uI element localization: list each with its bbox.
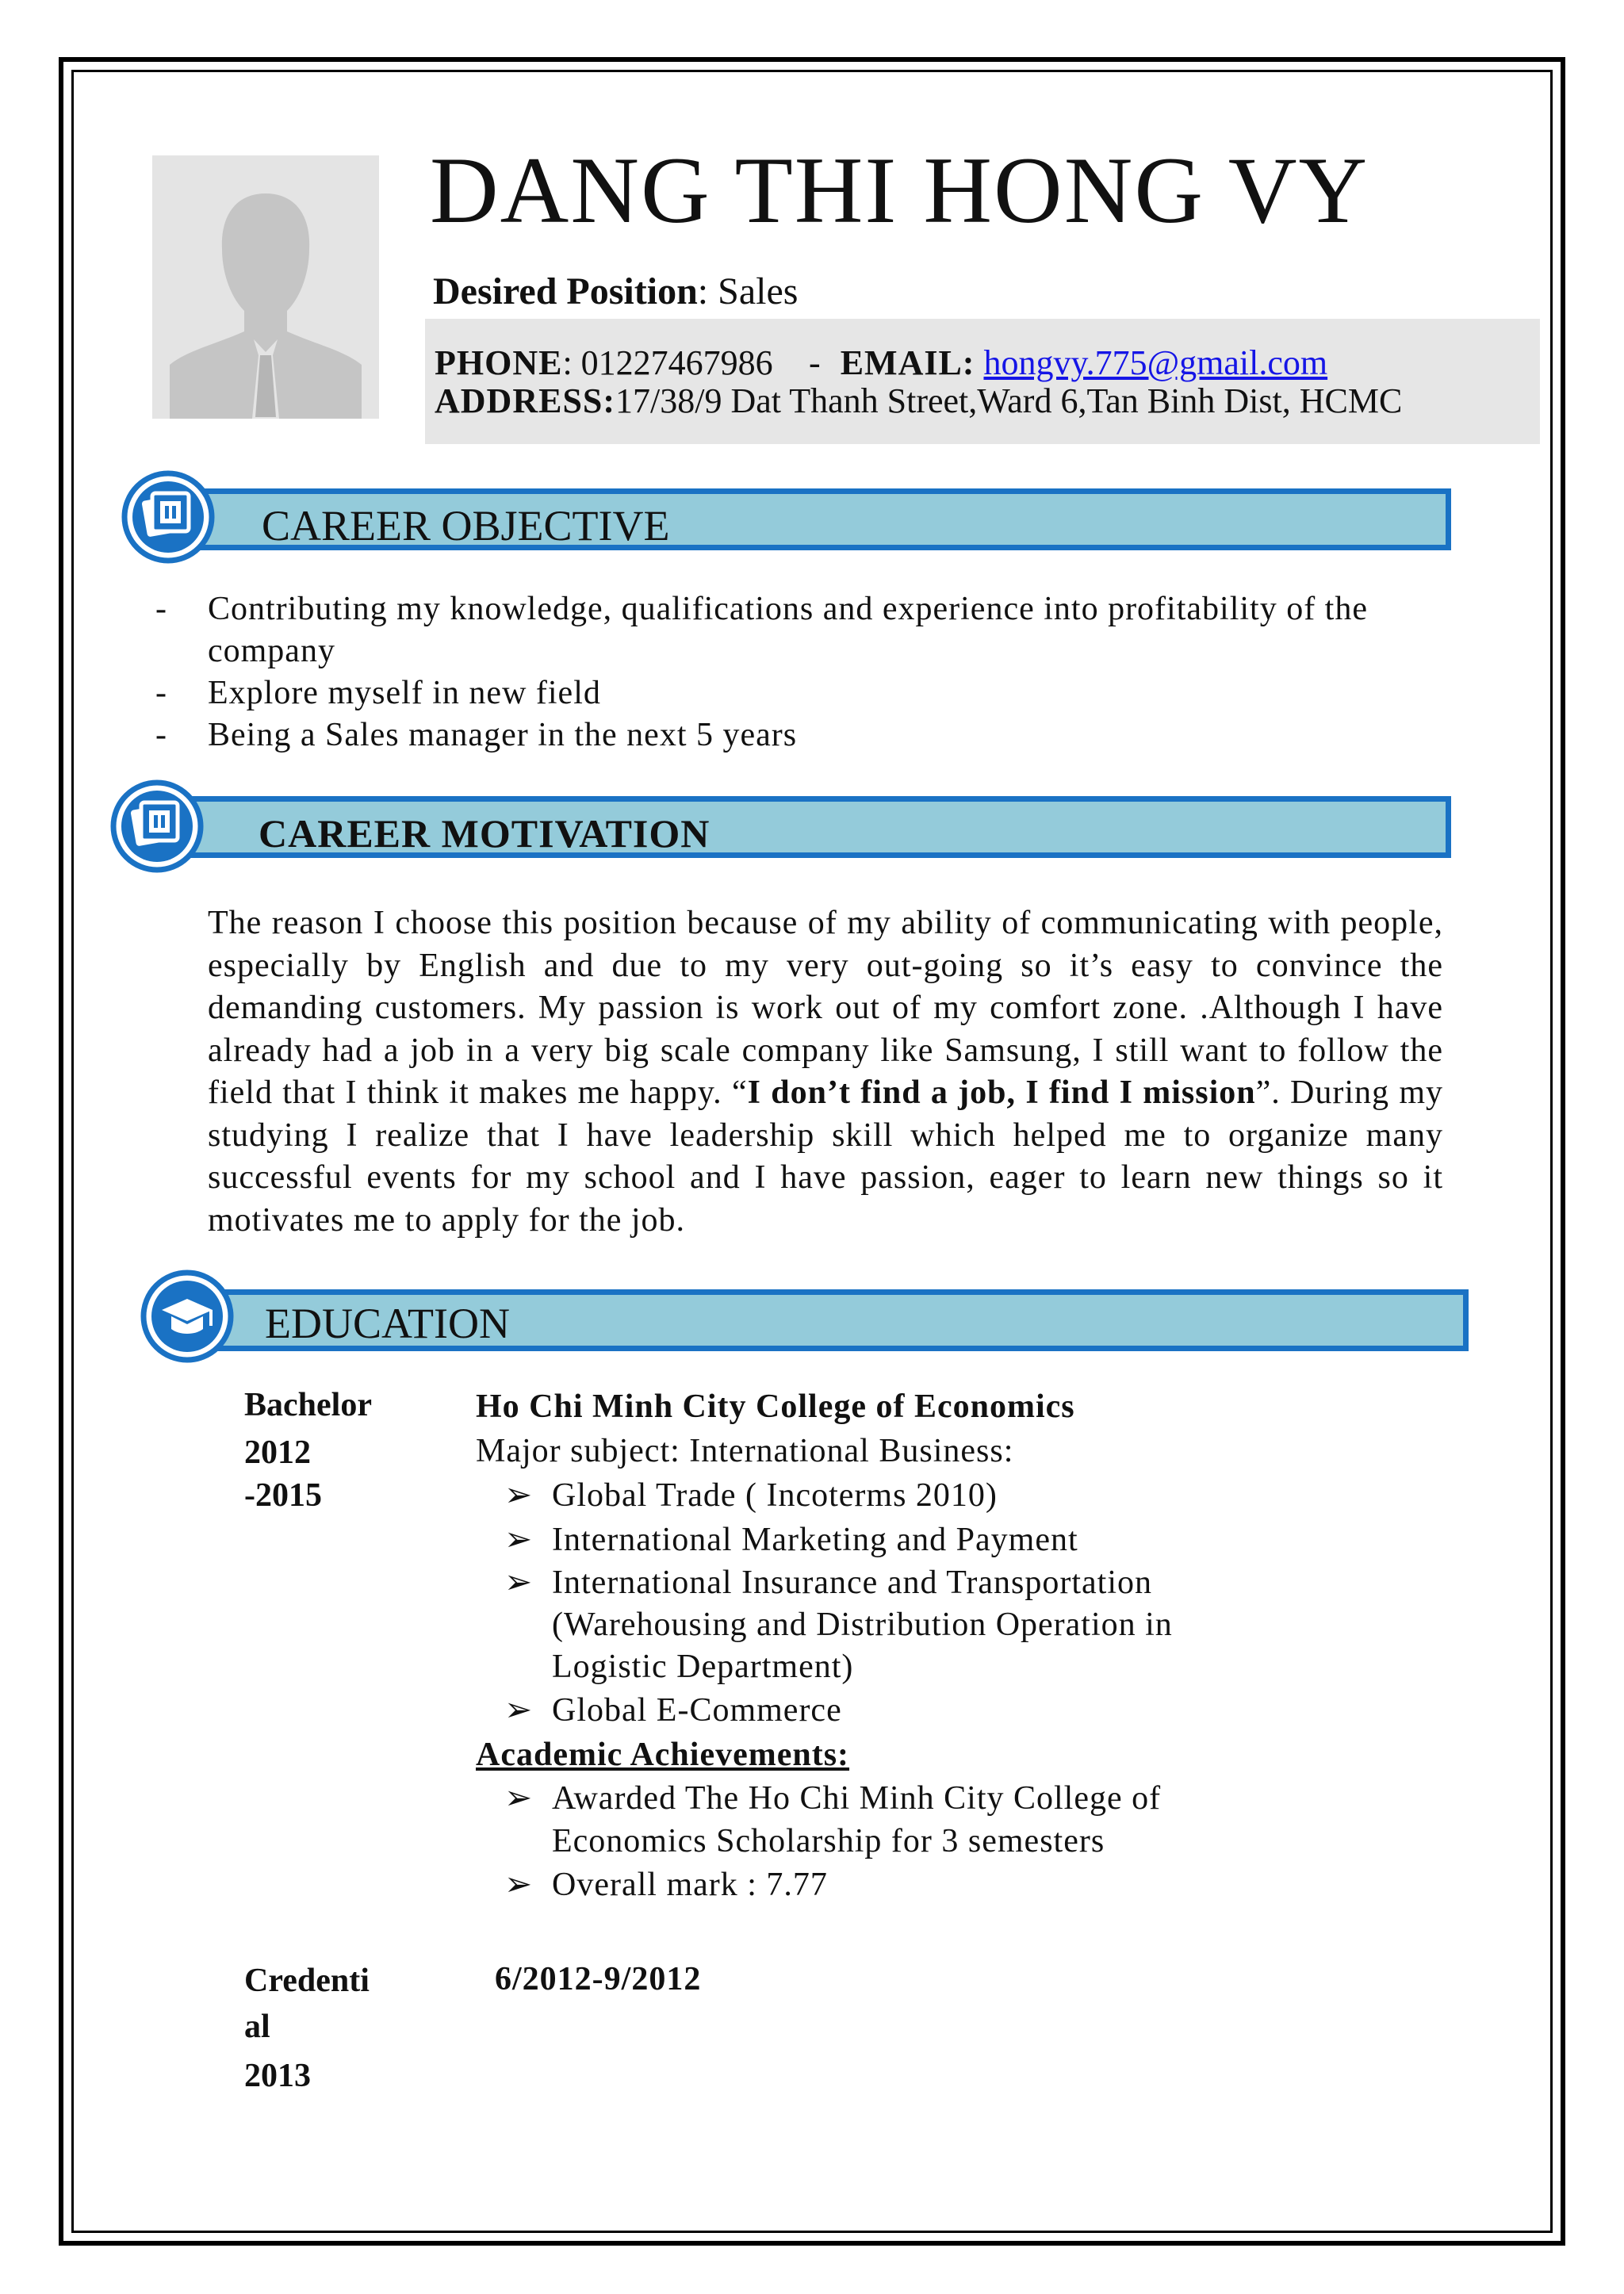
list-item: - Being a Sales manager in the next 5 years — [155, 717, 798, 753]
profile-photo-placeholder — [152, 155, 379, 419]
education-details — [476, 1384, 1459, 1907]
academic-achievements-title: Academic Achievements: — [476, 1737, 850, 1773]
separator: - — [809, 343, 821, 382]
address-label: ADDRESS: — [435, 381, 616, 420]
list-item: ➢ International Marketing and Payment — [476, 1518, 1459, 1562]
career-objective-heading: CAREER OBJECTIVE — [262, 502, 670, 550]
arrow-bullet-icon: ➢ — [504, 1522, 534, 1558]
list-item: ➢ Global Trade ( Incoterms 2010) — [476, 1473, 1459, 1518]
list-item: ➢ Global E-Commerce — [476, 1688, 1459, 1733]
contact-box — [425, 319, 1540, 444]
degree-years-end: -2015 — [244, 1477, 322, 1514]
list-item: ➢ Overall mark : 7.77 — [476, 1863, 1459, 1907]
credential-label-part1: Credenti — [244, 1963, 370, 1999]
desired-position — [433, 270, 798, 313]
email-link[interactable]: hongvy.775@gmail.com — [983, 343, 1328, 382]
desired-position-label: Desired Position — [433, 270, 698, 312]
career-motivation-text: The reason I choose this position because of my ability of communicating with people, especially by English and due to my very out-going so it’s easy to convince the demanding customers. My passion is work out of my comfort zone. .Although I have already had a job in a very big scale company like Samsung, I still want to follow the field that I think it makes me happy. “I don’t find a job, I find I mission”. During my studying I realize that I have leadership skill which helped me to organize many successful events for my school and I have passion, eager to learn new things so it motivates me to apply for the job. — [208, 905, 1444, 1239]
arrow-bullet-icon: ➢ — [504, 1564, 534, 1601]
arrow-bullet-icon: ➢ — [504, 1477, 534, 1514]
list-item: ➢ Awarded The Ho Chi Minh City College of Economics Scholarship for 3 semesters — [476, 1777, 1459, 1863]
education-heading: EDUCATION — [265, 1300, 510, 1347]
address-value: 17/38/9 Dat Thanh Street,Ward 6,Tan Binh Dist, HCMC — [615, 381, 1403, 420]
school-name: Ho Chi Minh City College of Economics — [476, 1388, 1075, 1425]
list-item: ➢ International Insurance and Transportation (Warehousing and Distribution Operation in Logistic Department) — [476, 1562, 1459, 1688]
list-item: - Explore myself in new field — [155, 675, 601, 711]
credential-dates: 6/2012-9/2012 — [495, 1961, 702, 1997]
graduation-icon — [140, 1269, 235, 1364]
degree-years-start: 2012 — [244, 1434, 311, 1471]
phone-label: PHONE — [435, 343, 563, 382]
candidate-name: DANG THI HONG VY — [430, 137, 1369, 243]
portfolio-icon — [109, 779, 205, 874]
address-line — [435, 381, 1402, 421]
portfolio-icon — [121, 469, 216, 565]
credential-year: 2013 — [244, 2058, 311, 2094]
motivation-quote: I don’t find a job, I find I mission — [747, 1074, 1256, 1111]
email-label: EMAIL: — [840, 343, 975, 382]
arrow-bullet-icon: ➢ — [504, 1692, 534, 1729]
phone-email-line — [435, 343, 1327, 383]
phone-value: : 01227467986 — [562, 343, 773, 382]
arrow-bullet-icon: ➢ — [504, 1867, 534, 1903]
credential-label-part2: al — [244, 2009, 270, 2045]
career-motivation-heading: CAREER MOTIVATION — [259, 811, 710, 856]
major-subject: Major subject: International Business: — [476, 1433, 1014, 1469]
list-item: - Contributing my knowledge, qualifications and experience into profitability of the company — [155, 591, 1368, 669]
career-objective-list — [155, 588, 1456, 756]
desired-position-value: : Sales — [697, 270, 799, 312]
arrow-bullet-icon: ➢ — [504, 1780, 534, 1817]
degree-label: Bachelor — [244, 1387, 372, 1423]
